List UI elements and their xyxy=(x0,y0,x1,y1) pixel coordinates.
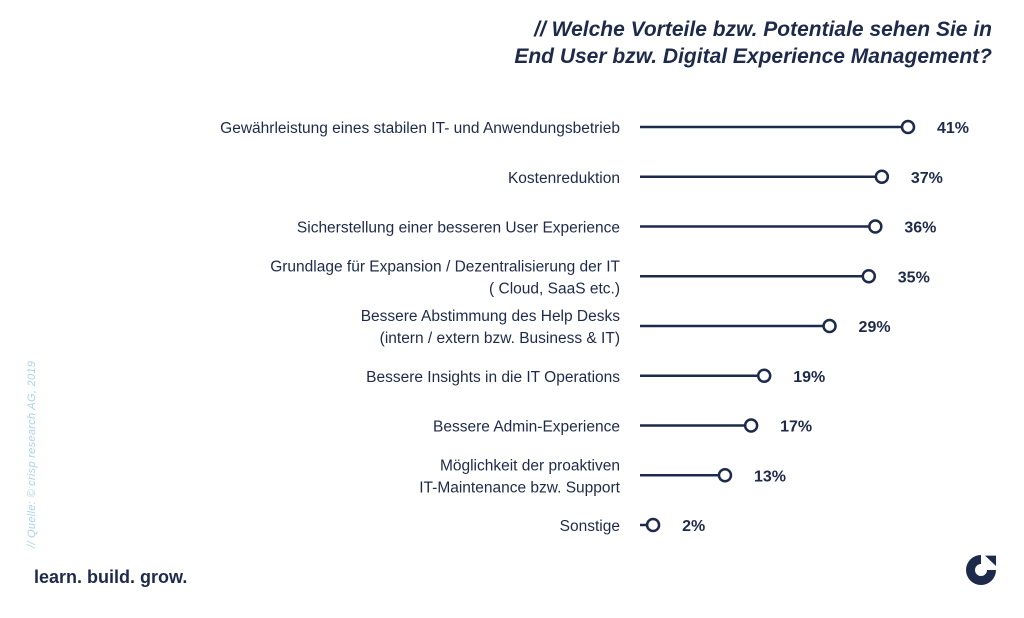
dot-4 xyxy=(863,270,875,282)
value-label-2: 37% xyxy=(910,169,943,187)
value-label-9: 2% xyxy=(682,518,706,535)
dot-6 xyxy=(758,370,770,382)
value-label-4: 35% xyxy=(897,269,930,287)
value-label-1: 41% xyxy=(937,120,970,137)
dot-3 xyxy=(869,221,881,233)
category-label-6: Bessere Insights in die IT Operations xyxy=(366,368,620,386)
dot-7 xyxy=(745,420,757,432)
dot-2 xyxy=(876,171,888,183)
category-label-7: Bessere Admin-Experience xyxy=(433,418,620,436)
chart-title-line1: // Welche Vorteile bzw. Potentiale sehen Sie in xyxy=(534,18,992,41)
value-label-3: 36% xyxy=(904,219,937,237)
category-label-1: Gewährleistung eines stabilen IT- und Anwendungsbetrieb xyxy=(220,120,620,137)
dot-9 xyxy=(647,519,659,531)
category-label-8-line2: IT-Maintenance bzw. Support xyxy=(419,479,620,497)
category-label-8-line1: Möglichkeit der proaktiven xyxy=(439,457,620,475)
category-label-9: Sonstige xyxy=(559,518,620,535)
value-label-5: 29% xyxy=(858,319,891,336)
category-label-5-line1: Bessere Abstimmung des Help Desks xyxy=(360,308,620,325)
source-note: // Quelle: © crisp research AG, 2019 xyxy=(26,360,38,548)
crisp-logo-icon xyxy=(963,552,999,588)
dot-8 xyxy=(719,469,731,481)
chart-title-line2: End User bzw. Digital Experience Management? xyxy=(514,45,992,68)
value-label-8: 13% xyxy=(753,468,787,486)
dot-1 xyxy=(902,121,914,133)
value-label-6: 19% xyxy=(793,368,826,386)
category-label-4-line1: Grundlage für Expansion / Dezentralisierung der IT xyxy=(270,258,620,276)
category-label-4-line2: ( Cloud, SaaS etc.) xyxy=(489,280,620,298)
footer-slogan: learn. build. grow. xyxy=(34,567,188,587)
category-label-2: Kostenreduktion xyxy=(507,169,620,187)
dot-5 xyxy=(824,320,836,332)
value-label-7: 17% xyxy=(780,418,813,436)
category-label-5-line2: (intern / extern bzw. Business & IT) xyxy=(379,330,620,347)
category-label-3: Sicherstellung einer besseren User Experience xyxy=(296,219,620,237)
